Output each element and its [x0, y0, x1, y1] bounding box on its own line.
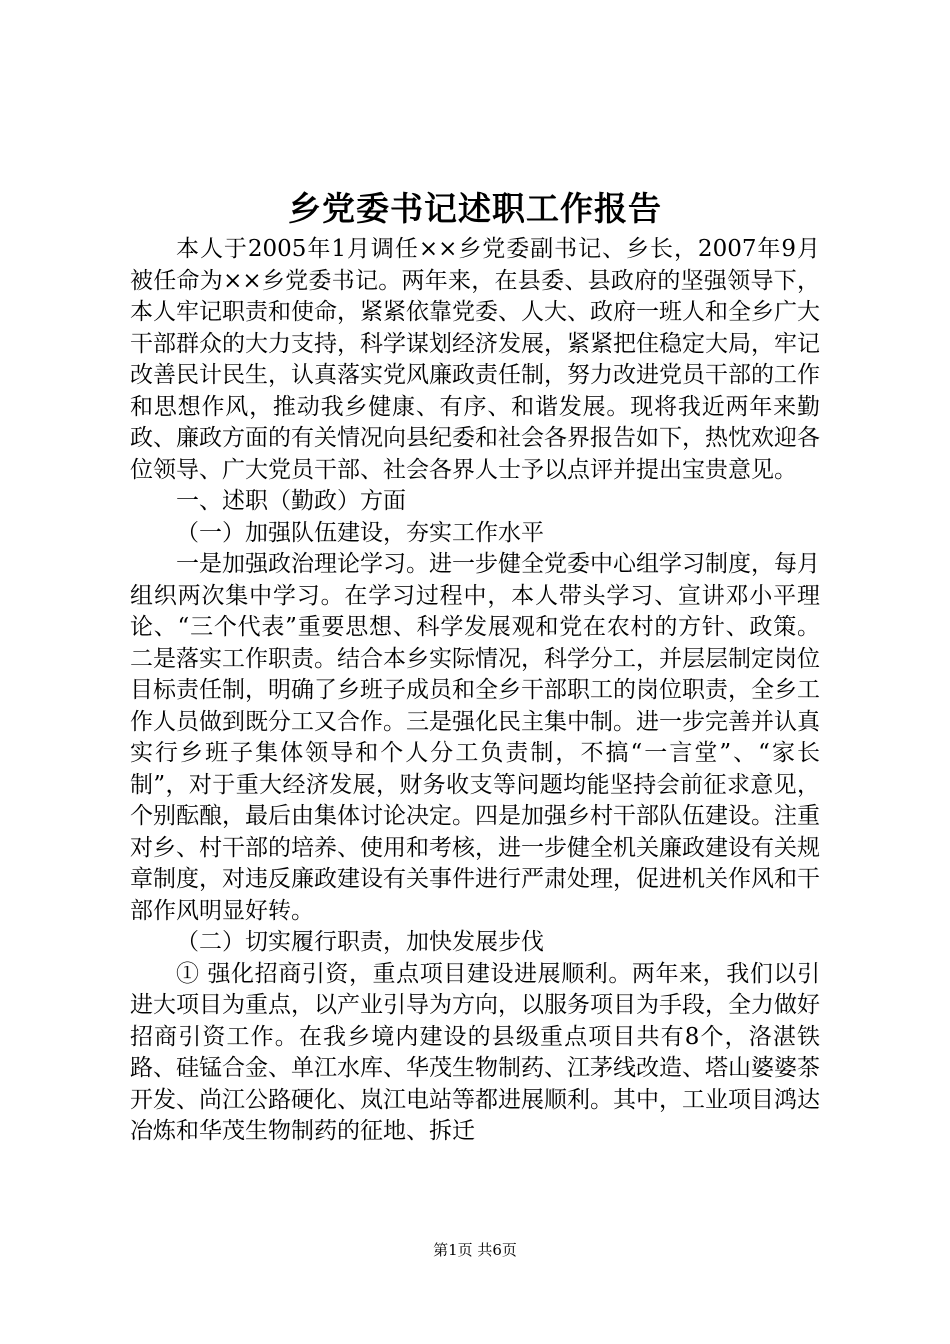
document-body: [130, 234, 820, 1148]
paragraph-investment: ① 强化招商引资，重点项目建设进展顺利。两年来，我们以引进大项目为重点，以产业引导为方向，以服务项目为手段，全力做好招商引资工作。在我乡境内建设的县级重点项目共有8个，洛湛铁路、硅锰合金、单江水库、华茂生物制药、江茅线改造、塔山婆婆茶开发、尚江公路硬化、岚江电站等都进展顺利。其中，工业项目鸿达冶炼和华茂生物制药的征地、拆迁: [130, 960, 820, 1144]
section-heading-1: 一、述职（勤政）方面: [176, 488, 406, 514]
paragraph-intro: 本人于2005年1月调任××乡党委副书记、乡长，2007年9月被任命为××乡党委书记。两年来，在县委、县政府的坚强领导下，本人牢记职责和使命，紧紧依靠党委、人大、政府一班人和全乡广大干部群众的大力支持，科学谋划经济发展，紧紧把住稳定大局，牢记改善民计民生，认真落实党风廉政责任制，努力改进党员干部的工作和思想作风，推动我乡健康、有序、和谐发展。现将我近两年来勤政、廉政方面的有关情况向县纪委和社会各界报告如下，热忱欢迎各位领导、广大党员干部、社会各界人士予以点评并提出宝贵意见。: [130, 236, 820, 483]
document-title: 乡党委书记述职工作报告: [288, 189, 662, 228]
paragraph-team-building: 一是加强政治理论学习。进一步健全党委中心组学习制度，每月组织两次集中学习。在学习过程中，本人带头学习、宣讲邓小平理论、“三个代表”重要思想、科学发展观和党在农村的方针、政策。二是落实工作职责。结合本乡实际情况，科学分工，并层层制定岗位目标责任制，明确了乡班子成员和全乡干部职工的岗位职责，全乡工作人员做到既分工又合作。三是强化民主集中制。进一步完善并认真实行乡班子集体领导和个人分工负责制，不搞“一言堂”、“家长制”，对于重大经济发展，财务收支等问题均能坚持会前征求意见，个别酝酿，最后由集体讨论决定。四是加强乡村干部队伍建设。注重对乡、村干部的培养、使用和考核，进一步健全机关廉政建设有关规章制度，对违反廉政建设有关事件进行严肃处理，促进机关作风和干部作风明显好转。: [130, 551, 820, 924]
subsection-heading-2: （二）切实履行职责，加快发展步伐: [176, 929, 544, 955]
page-footer: 第1页 共6页: [433, 1241, 517, 1259]
subsection-heading-1: （一）加强队伍建设，夯实工作水平: [176, 519, 544, 546]
